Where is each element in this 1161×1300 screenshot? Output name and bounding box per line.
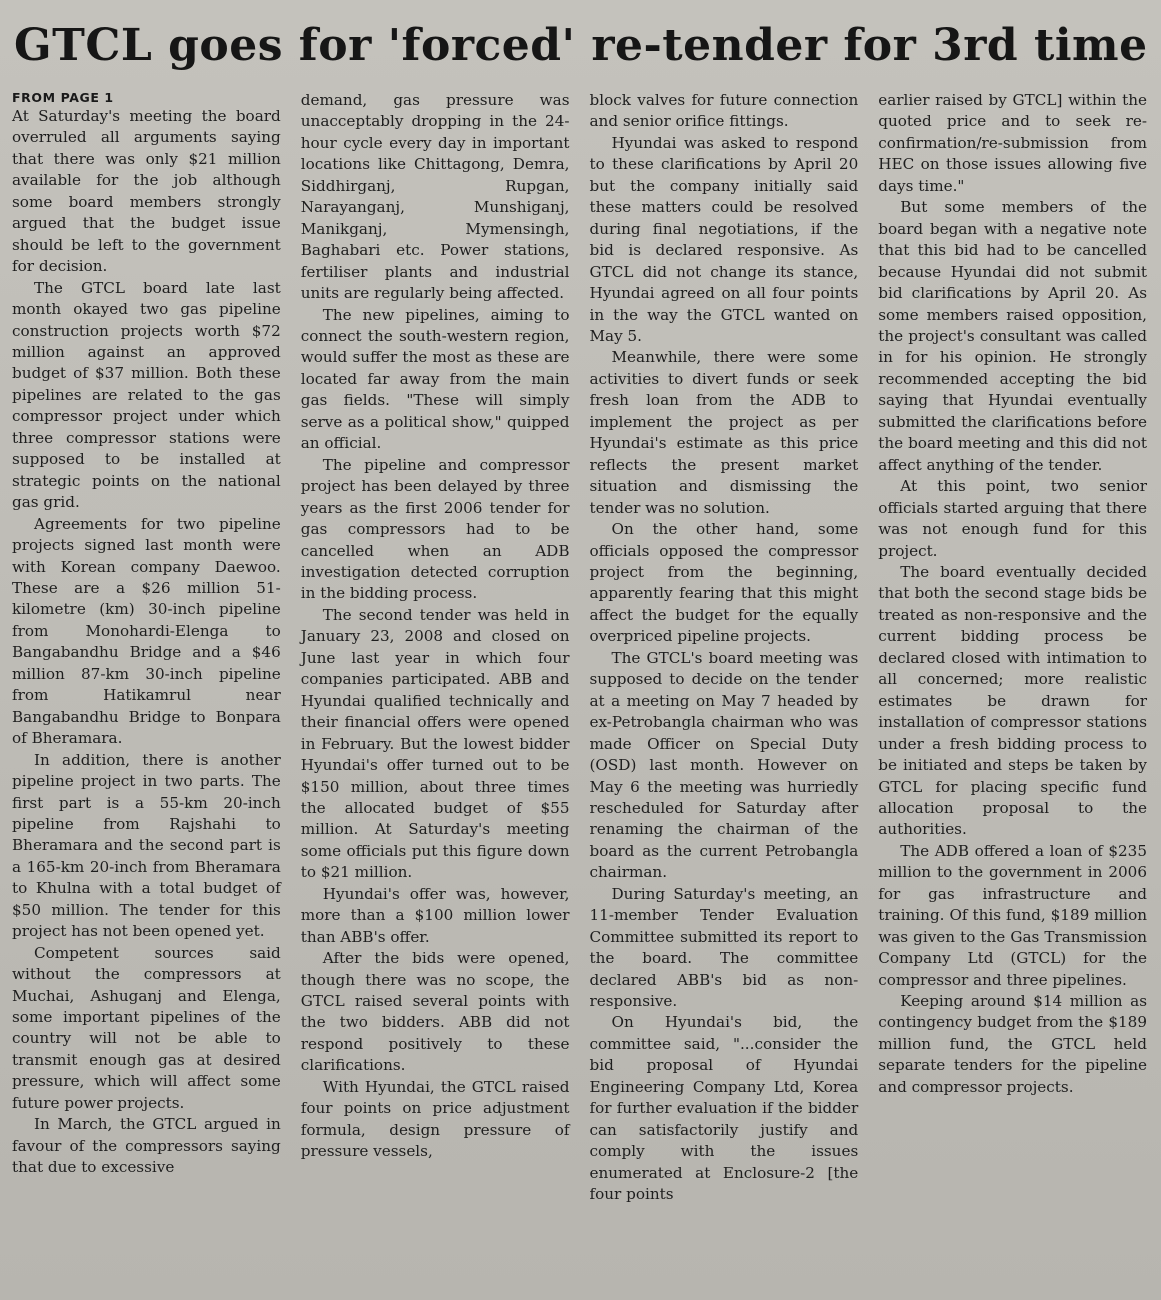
paragraph: The new pipelines, aiming to connect the south-western region, would suffer the most as these are located far away from the main gas fields. "These will simply serve as a political show," quipped an official. [300, 305, 570, 453]
paragraph: Keeping around $14 million as contingency budget from the $189 million fund, the GTCL held separate tenders for the pipeline and compressor projects. [878, 992, 1147, 1096]
column-2 [301, 90, 570, 1294]
column-3 [590, 90, 859, 1294]
paragraph: demand, gas pressure was unacceptably dropping in the 24-hour cycle every day in important locations like Chittagong, Demra, Siddhirganj, Rupgan, Narayanganj, Munshiganj, Manikganj, Mymensingh, Baghabari etc. Power stations, fertiliser plants and industrial units are regularly being affected. [300, 91, 570, 303]
paragraph: The second tender was held in January 23, 2008 and closed on June last year in which four companies participated. ABB and Hyundai qualified technically and their financial offers were opened in February. But the lowest bidder Hyundai's offer turned out to be $150 million, about three times the allocated budget of $55 million. At Saturday's meeting some officials put this figure down to $21 million. [300, 605, 570, 882]
paragraph: Hyundai's offer was, however, more than a $100 million lower than ABB's offer. [300, 884, 570, 946]
paragraph: On Hyundai's bid, the committee said, "...consider the bid proposal of Hyundai Engineering Company Ltd, Korea for further evaluation if the bidder can satisfactorily justify and comply with the issues enumerated at Enclosure-2 [the four points [589, 1013, 859, 1204]
paragraph: earlier raised by GTCL] within the quoted price and to seek re-confirmation/re-submission from HEC on those issues allowing five days time." [878, 91, 1147, 195]
article-body [12, 90, 1147, 1294]
paragraph: In March, the GTCL argued in favour of the compressors saying that due to excessive [12, 1115, 281, 1177]
paragraph: During Saturday's meeting, an 11-member Tender Evaluation Committee submitted its report to the board. The committee declared ABB's bid as non-responsive. [589, 884, 859, 1011]
paragraph: On the other hand, some officials opposed the compressor project from the beginning, apparently fearing that this might affect the budget for the equally overpriced pipeline projects. [589, 520, 859, 646]
paragraph: The ADB offered a loan of $235 million to the government in 2006 for gas infrastructure and training. Of this fund, $189 million was given to the Gas Transmission Company Ltd (GTCL) for the compressor and three pipelines. [878, 841, 1147, 989]
paragraph: Hyundai was asked to respond to these clarifications by April 20 but the company initially said these matters could be resolved during final negotiations, if the bid is declared responsive. As GTCL did not change its stance, Hyundai agreed on all four points in the way the GTCL wanted on May 5. [589, 133, 859, 345]
paragraph: Meanwhile, there were some activities to divert funds or seek fresh loan from the ADB to implement the project as per Hyundai's estimate as this price reflects the present market situation and dismissing the tender was no solution. [589, 348, 859, 517]
paragraph: In addition, there is another pipeline project in two parts. The first part is a 55-km 20-inch pipeline from Rajshahi to Bheramara and the second part is a 165-km 20-inch from Bheramara to Khulna with a total budget of $50 million. The tender for this project has not been opened yet. [12, 750, 281, 941]
paragraph: But some members of the board began with a negative note that this bid had to be cancelled because Hyundai did not submit bid clarifications by April 20. As some members raised opposition, the project's consultant was called in for his opinion. He strongly recommended accepting the bid saying that Hyundai eventually submitted the clarifications before the board meeting and this did not affect anything of the tender. [878, 198, 1147, 474]
paragraph: The GTCL board late last month okayed two gas pipeline construction projects worth $72 million against an approved budget of $37 million. Both these pipelines are related to the gas compressor project under which three compressor stations were supposed to be installed at strategic points on the national gas grid. [12, 278, 281, 512]
paragraph: At this point, two senior officials started arguing that there was not enough fund for this project. [878, 477, 1147, 560]
paragraph: The pipeline and compressor project has been delayed by three years as the first 2006 tender for gas compressors had to be cancelled when an ADB investigation detected corruption in the bidding process. [300, 455, 570, 603]
paragraph: Agreements for two pipeline projects signed last month were with Korean company Daewoo. These are a $26 million 51-kilometre (km) 30-inch pipeline from Monohardi-Elenga to Bangabandhu Bridge and a $46 million 87-km 30-inch pipeline from Hatikamrul near Bangabandhu Bridge to Bonpara of Bheramara. [12, 514, 281, 748]
paragraph: The GTCL's board meeting was supposed to decide on the tender at a meeting on May 7 headed by ex-Petrobangla chairman who was made Officer on Special Duty (OSD) last month. However on May 6 the meeting was hurriedly rescheduled for Saturday after renaming the chairman of the board as the current Petrobangla chairman. [589, 648, 859, 882]
kicker-from-page-1: FROM PAGE 1 [12, 90, 114, 105]
column-1 [12, 90, 281, 1294]
paragraph: With Hyundai, the GTCL raised four points on price adjustment formula, design pressure of pressure vessels, [300, 1077, 570, 1161]
paragraph: The board eventually decided that both the second stage bids be treated as non-responsive and the current bidding process be declared closed with intimation to all concerned; more realistic estimates be drawn for installation of compressor stations under a fresh bidding process to be initiated and steps be taken by GTCL for placing specific fund allocation proposal to the authorities. [878, 562, 1147, 839]
column-4 [878, 90, 1147, 1294]
headline: GTCL goes for 'forced' re-tender for 3rd time [14, 20, 1148, 71]
paragraph: At Saturday's meeting the board overruled all arguments saying that there was only $21 million available for the job although some board members strongly argued that the budget issue should be left to the government for decision. [12, 107, 281, 276]
paragraph: After the bids were opened, though there was no scope, the GTCL raised several points with the two bidders. ABB did not respond positively to these clarifications. [300, 949, 570, 1075]
paragraph: block valves for future connection and senior orifice fittings. [589, 91, 859, 131]
paragraph: Competent sources said without the compressors at Muchai, Ashuganj and Elenga, some important pipelines of the country will not be able to transmit enough gas at desired pressure, which will affect some future power projects. [12, 943, 281, 1112]
